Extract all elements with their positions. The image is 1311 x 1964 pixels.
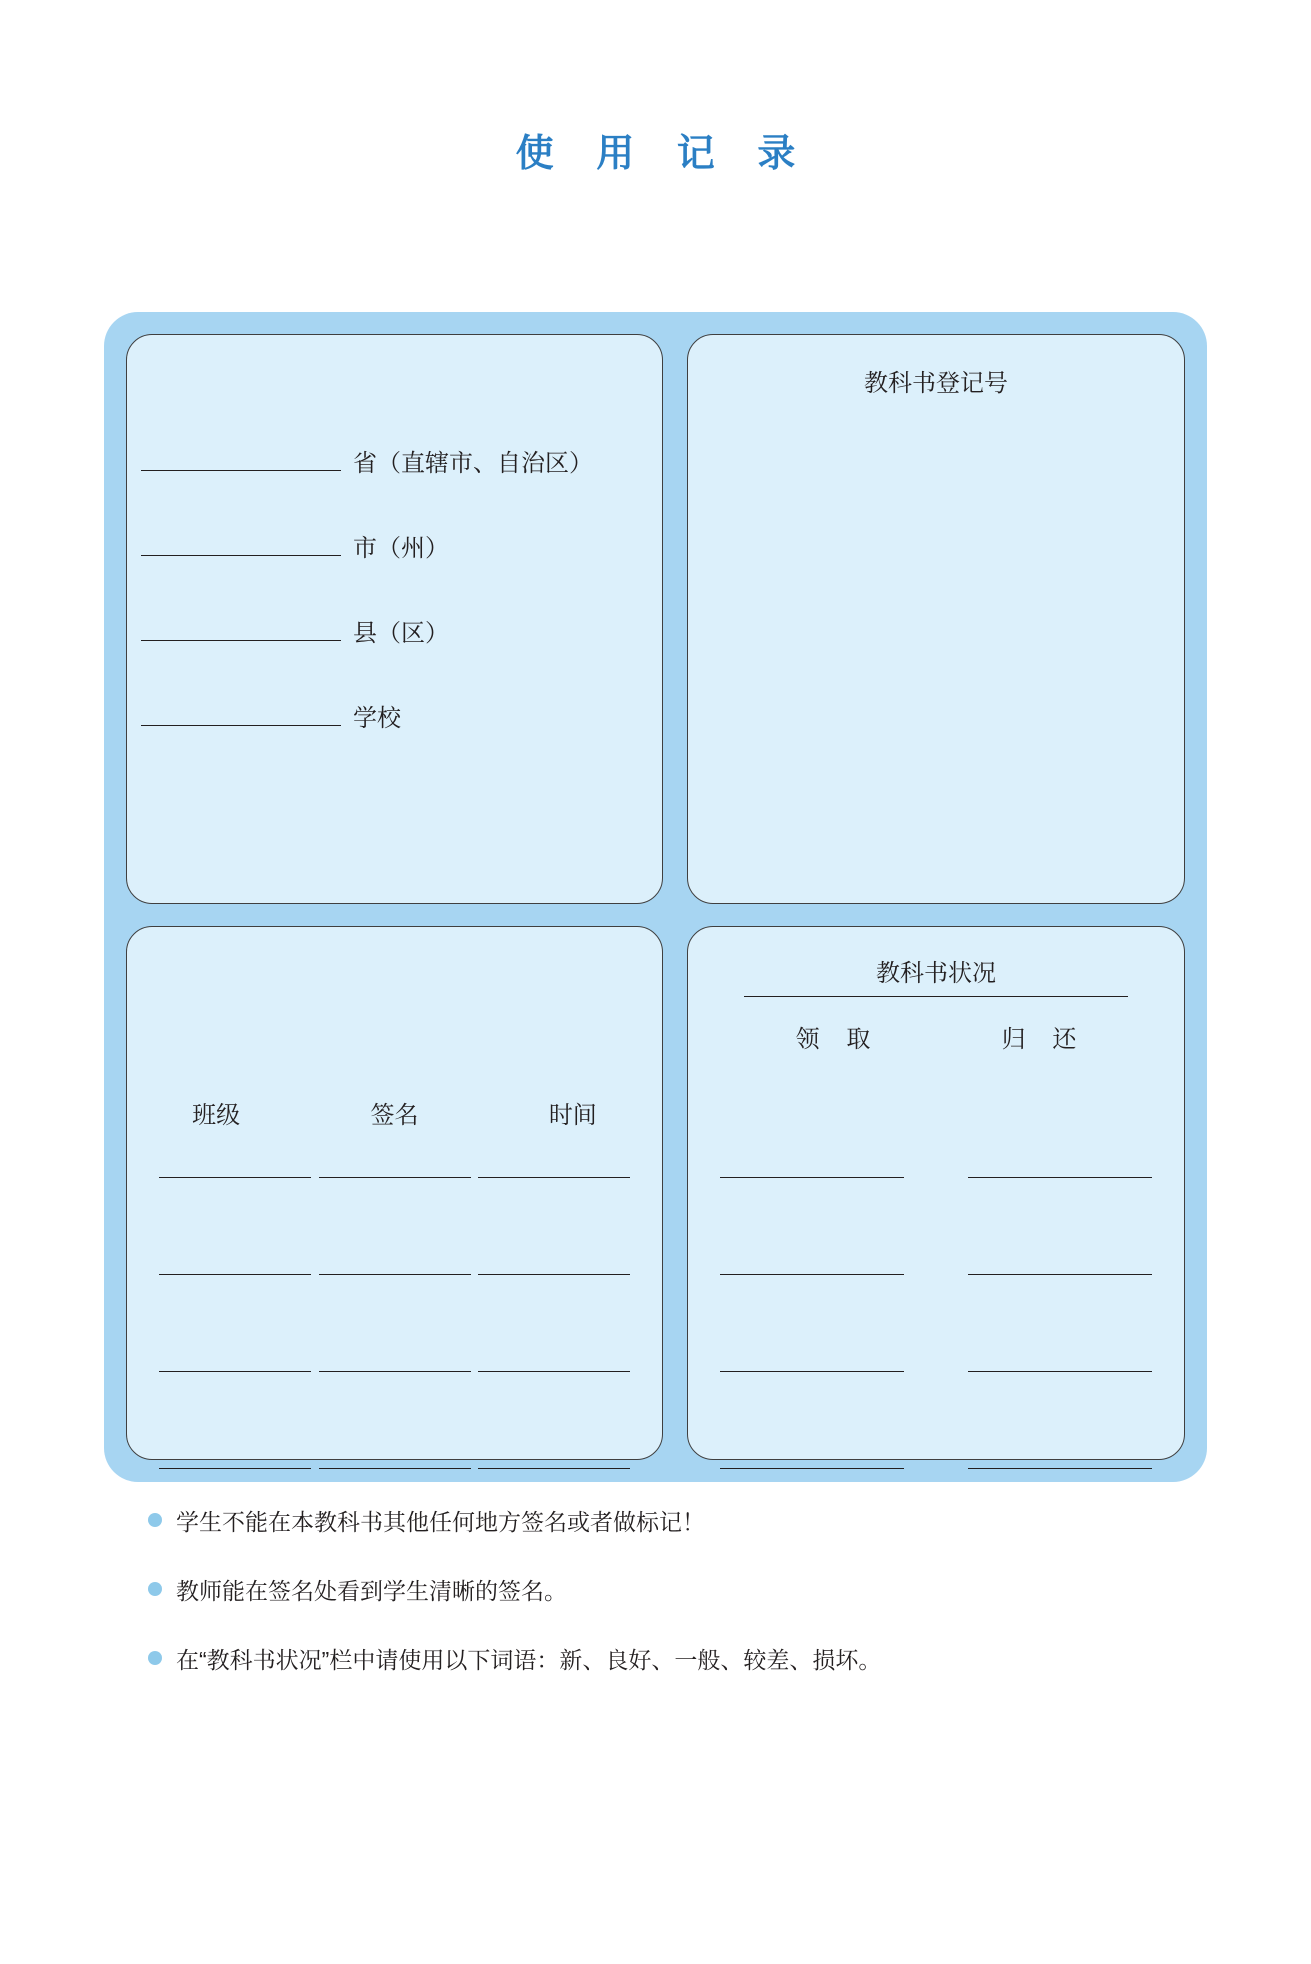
note-text: 在“教科书状况”栏中请使用以下词语：新、良好、一般、较差、损坏。 <box>176 1647 882 1673</box>
bullet-icon <box>148 1513 162 1527</box>
column-header-return: 归 还 <box>1001 1026 1087 1053</box>
column-header-receive: 领 取 <box>795 1026 881 1053</box>
school-label: 学校 <box>353 705 401 732</box>
cell-class[interactable] <box>159 1450 311 1469</box>
county-label: 县（区） <box>353 620 449 647</box>
school-info-list <box>127 443 662 783</box>
cell-return[interactable] <box>968 1256 1152 1275</box>
table-row <box>127 1353 662 1372</box>
panel-grid <box>126 334 1185 1460</box>
status-table-rows <box>688 1159 1184 1547</box>
table-row <box>688 1256 1184 1275</box>
page-title: 使 用 记 录 <box>515 133 812 175</box>
list-item <box>127 613 662 648</box>
cell-class[interactable] <box>159 1256 311 1275</box>
heading-divider <box>744 996 1128 997</box>
table-row <box>127 1159 662 1178</box>
cell-return[interactable] <box>968 1353 1152 1372</box>
cell-receive[interactable] <box>720 1450 904 1469</box>
column-header-signature: 签名 <box>370 1102 419 1129</box>
cell-time[interactable] <box>478 1353 630 1372</box>
cell-time[interactable] <box>478 1159 630 1178</box>
cell-class[interactable] <box>159 1353 311 1372</box>
school-info-panel <box>126 334 663 904</box>
note-text: 教师能在签名处看到学生清晰的签名。 <box>176 1578 567 1604</box>
column-header-time: 时间 <box>548 1102 597 1129</box>
cell-time[interactable] <box>478 1450 630 1469</box>
list-item <box>148 1642 1198 1675</box>
textbook-status-panel <box>687 926 1185 1460</box>
cell-time[interactable] <box>478 1256 630 1275</box>
list-item <box>148 1504 1198 1537</box>
registration-number-panel <box>687 334 1185 904</box>
usage-record-panel <box>126 926 663 1460</box>
registration-number-heading: 教科书登记号 <box>864 370 1008 397</box>
cell-receive[interactable] <box>720 1159 904 1178</box>
usage-table-rows <box>127 1159 662 1547</box>
status-table-header <box>688 1019 1184 1054</box>
city-label: 市（州） <box>353 535 449 562</box>
table-row <box>688 1159 1184 1178</box>
list-item <box>127 528 662 563</box>
textbook-status-heading: 教科书状况 <box>876 960 996 987</box>
cell-signature[interactable] <box>319 1450 471 1469</box>
cell-signature[interactable] <box>319 1256 471 1275</box>
bullet-icon <box>148 1582 162 1596</box>
county-blank[interactable] <box>141 618 341 641</box>
cell-signature[interactable] <box>319 1159 471 1178</box>
list-item <box>148 1573 1198 1606</box>
province-blank[interactable] <box>141 448 341 471</box>
table-row <box>688 1353 1184 1372</box>
note-text: 学生不能在本教科书其他任何地方签名或者做标记！ <box>176 1509 705 1535</box>
list-item <box>127 698 662 733</box>
notes-list <box>148 1504 1198 1711</box>
cell-return[interactable] <box>968 1450 1152 1469</box>
usage-table-header <box>127 1095 662 1130</box>
cell-receive[interactable] <box>720 1256 904 1275</box>
cell-class[interactable] <box>159 1159 311 1178</box>
cell-signature[interactable] <box>319 1353 471 1372</box>
cell-return[interactable] <box>968 1159 1152 1178</box>
column-header-class: 班级 <box>192 1102 241 1129</box>
school-blank[interactable] <box>141 703 341 726</box>
table-row <box>127 1450 662 1469</box>
province-label: 省（直辖市、自治区） <box>353 450 593 477</box>
list-item <box>127 443 662 478</box>
cell-receive[interactable] <box>720 1353 904 1372</box>
table-row <box>688 1450 1184 1469</box>
record-card-frame <box>104 312 1207 1482</box>
table-row <box>127 1256 662 1275</box>
city-blank[interactable] <box>141 533 341 556</box>
bullet-icon <box>148 1651 162 1665</box>
